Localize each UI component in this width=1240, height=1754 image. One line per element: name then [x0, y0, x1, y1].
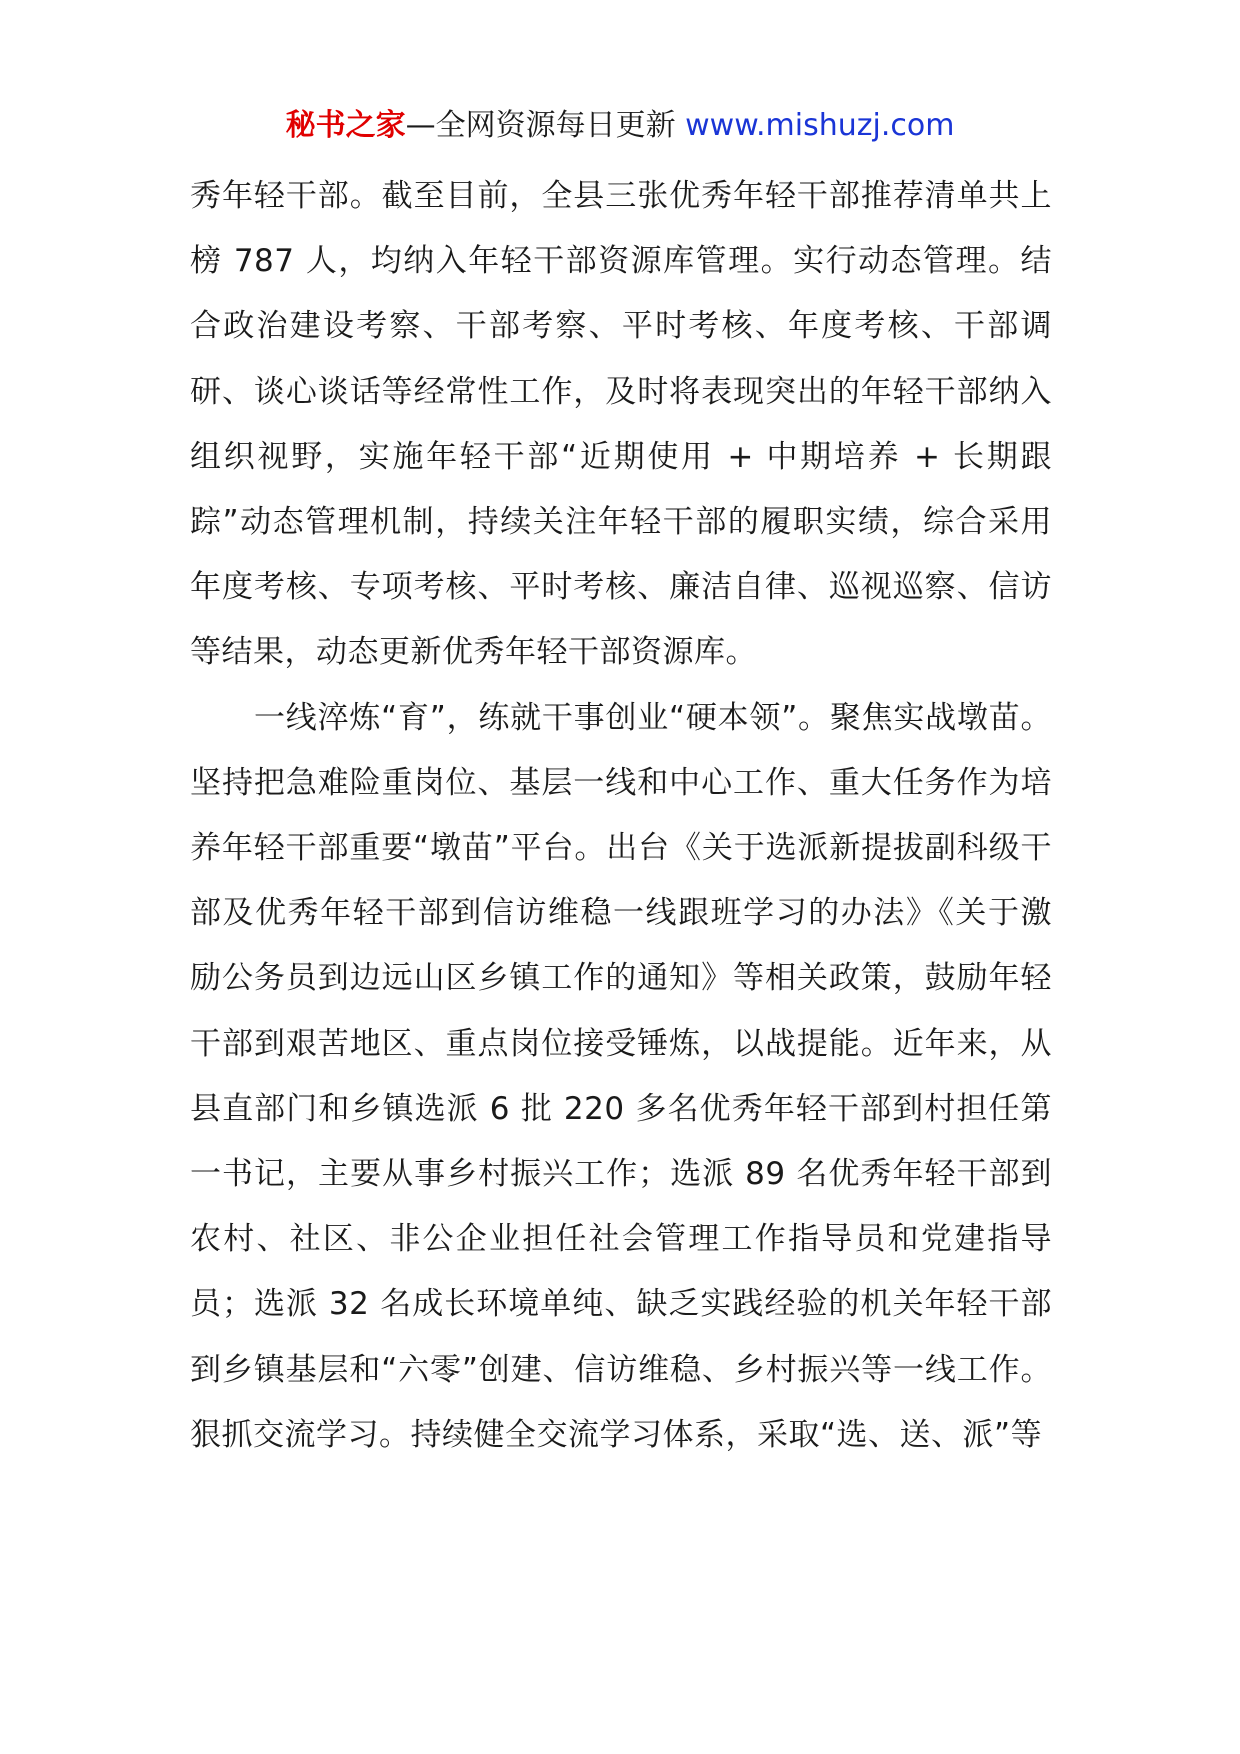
site-tagline: —全网资源每日更新 — [405, 108, 676, 143]
site-brand: 秘书之家 — [285, 108, 406, 143]
site-header — [0, 104, 1240, 148]
paragraph-continuation: 秀年轻干部。截至目前，全县三张优秀年轻干部推荐清单共上榜 787 人，均纳入年轻干部资源库管理。实行动态管理。结合政治建设考察、干部考察、平时考核、年度考核、干部调研、谈心谈话等经常性工作，及时将表现突出的年轻干部纳入组织视野，实施年轻干部“近期使用 + 中期培养 + 长期跟踪”动态管理机制，持续关注年轻干部的履职实绩，综合采用年度考核、专项考核、平时考核、廉洁自律、巡视巡察、信访等结果，动态更新优秀年轻干部资源库。 — [190, 178, 1052, 671]
document-body — [190, 164, 1052, 1468]
site-url-link[interactable]: www.mishuzj.com — [685, 108, 955, 143]
paragraph-frontline-training: 一线淬炼“育”，练就干事创业“硬本领”。聚焦实战墩苗。坚持把急难险重岗位、基层一线和中心工作、重大任务作为培养年轻干部重要“墩苗”平台。出台《关于选派新提拔副科级干部及优秀年轻干部到信访维稳一线跟班学习的办法》《关于激励公务员到边远山区乡镇工作的通知》等相关政策，鼓励年轻干部到艰苦地区、重点岗位接受锤炼，以战提能。近年来，从县直部门和乡镇选派 6 批 220 多名优秀年轻干部到村担任第一书记，主要从事乡村振兴工作；选派 89 名优秀年轻干部到农村、社区、非公企业担任社会管理工作指导员和党建指导员；选派 32 名成长环境单纯、缺乏实践经验的机关年轻干部到乡镇基层和“六零”创建、信访维稳、乡村振兴等一线工作。狠抓交流学习。持续健全交流学习体系，采取“选、送、派”等 — [190, 699, 1052, 1453]
